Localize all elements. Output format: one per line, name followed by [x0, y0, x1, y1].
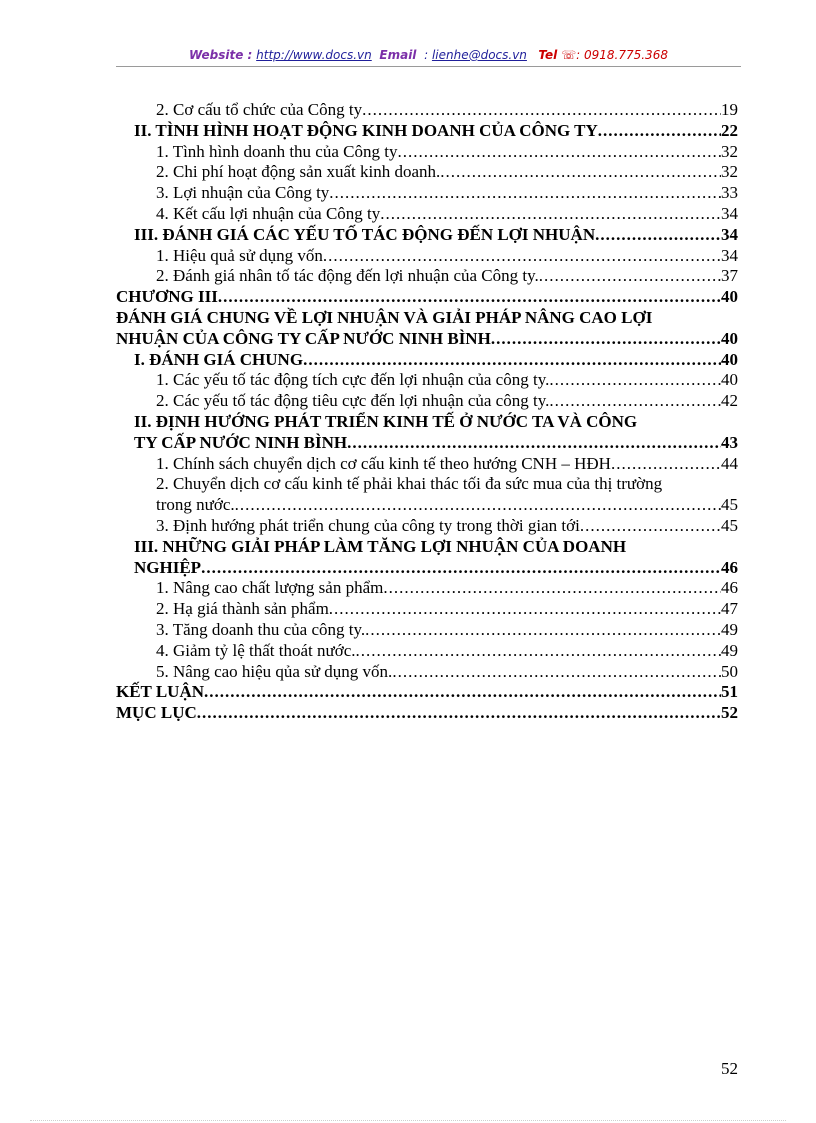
toc-leader [549, 370, 721, 391]
toc-entry-title: 2. Các yếu tố tác động tiêu cực đến lợi nhuận của công ty. [156, 391, 550, 411]
toc-entry[interactable] [116, 641, 738, 662]
toc-entry-title: 3. Tăng doanh thu của công ty. [156, 619, 366, 639]
toc-entry[interactable] [116, 433, 738, 454]
toc-entry[interactable] [116, 495, 738, 516]
toc-leader [329, 599, 721, 620]
website-label: Website : [189, 48, 253, 62]
toc-entry[interactable] [116, 682, 738, 703]
toc-entry-title: 1. Nâng cao chất lượng sản phẩm [156, 578, 384, 598]
toc-entry-title: TY CẤP NƯỚC NINH BÌNH [134, 432, 348, 452]
toc-entry-page: 40 [721, 370, 738, 390]
toc-leader [397, 142, 721, 163]
toc-entry-page: 46 [721, 578, 738, 598]
toc-entry-title: NHUẬN CỦA CÔNG TY CẤP NƯỚC NINH BÌNH [116, 328, 491, 348]
toc-entry-page: 19 [721, 100, 738, 119]
toc-entry-title: MỤC LỤC [116, 703, 197, 723]
toc-entry[interactable] [116, 287, 738, 308]
email-separator: : [424, 48, 429, 62]
toc-entry-title: CHƯƠNG III [116, 287, 218, 307]
toc-entry-page: 49 [721, 619, 738, 639]
toc-entry-title: I. ĐÁNH GIÁ CHUNG [134, 349, 304, 369]
toc-entry-page: 43 [721, 432, 738, 452]
toc-leader [539, 266, 721, 287]
toc-leader [549, 391, 721, 412]
toc-entry-title: 1. Tình hình doanh thu của Công ty [156, 141, 398, 161]
toc-entry[interactable] [116, 266, 738, 287]
toc-entry-title: 2. Đánh giá nhân tố tác động đến lợi nhuận của Công ty. [156, 266, 539, 286]
email-link[interactable]: lienhe@docs.vn [431, 48, 527, 62]
toc-leader [491, 329, 721, 350]
toc-entry[interactable] [116, 391, 738, 412]
toc-entry-line: II. ĐỊNH HƯỚNG PHÁT TRIỂN KINH TẾ Ở NƯỚC TA VÀ CÔNG [134, 411, 638, 431]
toc-entry-title: 3. Lợi nhuận của Công ty [156, 183, 330, 203]
toc-leader [598, 121, 721, 142]
toc-entry[interactable] [116, 246, 738, 267]
toc-leader [611, 454, 721, 475]
toc-leader [380, 204, 721, 225]
toc-entry-title: KẾT LUẬN [116, 682, 205, 702]
toc-leader [392, 662, 721, 683]
toc-leader [204, 682, 721, 703]
toc-leader [365, 620, 721, 641]
toc-entry-page: 32 [721, 141, 738, 161]
toc-entry[interactable] [116, 225, 738, 246]
toc-entry-title: 5. Nâng cao hiệu qủa sử dụng vốn. [156, 661, 393, 681]
toc-entry[interactable] [116, 703, 738, 724]
toc-entry[interactable] [116, 599, 738, 620]
toc-leader [323, 246, 721, 267]
toc-entry-page: 34 [721, 245, 738, 265]
toc-entry-page: 51 [721, 682, 738, 702]
toc-entry-title: 2. Cơ cấu tổ chức của Công ty [156, 100, 363, 119]
toc-entry-title: 1. Hiệu quả sử dụng vốn [156, 245, 323, 265]
telephone-icon: ☏ [561, 48, 577, 62]
toc-entry-title: III. ĐÁNH GIÁ CÁC YẾU TỐ TÁC ĐỘNG ĐẾN LỢI NHUẬN [134, 224, 596, 244]
toc-leader [580, 516, 721, 537]
toc-entry-page: 40 [721, 349, 738, 369]
toc-leader [218, 287, 721, 308]
toc-entry[interactable] [116, 558, 738, 579]
toc-entry-title: 2. Chi phí hoạt động sản xuất kinh doanh. [156, 162, 441, 182]
toc-entry-title: 1. Các yếu tố tác động tích cực đến lợi nhuận của công ty. [156, 370, 550, 390]
toc-entry[interactable] [116, 100, 738, 121]
toc-entry-title: 4. Giảm tỷ lệ thất thoát nước. [156, 640, 356, 660]
toc-entry-page: 32 [721, 162, 738, 182]
toc-entry[interactable] [116, 662, 738, 683]
toc-entry-page: 45 [721, 515, 738, 535]
toc-entry-page: 44 [721, 453, 738, 473]
toc-entry[interactable] [116, 204, 738, 225]
toc-entry-line: III. NHỮNG GIẢI PHÁP LÀM TĂNG LỢI NHUẬN CỦA DOANH [134, 536, 627, 556]
toc-leader [595, 225, 721, 246]
website-link[interactable]: http://www.docs.vn [256, 48, 372, 62]
toc-entry[interactable] [116, 183, 738, 204]
toc-entry-title: 2. Hạ giá thành sản phẩm [156, 599, 329, 619]
toc-entry-title: 1. Chính sách chuyển dịch cơ cấu kinh tế theo hướng CNH – HĐH [156, 453, 611, 473]
toc-entry-page: 50 [721, 661, 738, 681]
toc-entry[interactable] [116, 516, 738, 537]
toc-entry-page: 47 [721, 599, 738, 619]
toc-entry-page: 40 [721, 287, 738, 307]
toc-entry-page: 37 [721, 266, 738, 286]
toc-entry-title: 3. Định hướng phát triển chung của công ty trong thời gian tới [156, 515, 580, 535]
toc-entry-title: 4. Kết cấu lợi nhuận của Công ty [156, 203, 381, 223]
toc-entry-title: II. TÌNH HÌNH HOẠT ĐỘNG KINH DOANH CỦA CÔNG TY [134, 120, 598, 140]
toc-leader [383, 578, 721, 599]
toc-entry[interactable] [116, 578, 738, 599]
toc-entry-page: 34 [721, 203, 738, 223]
email-label: Email [379, 48, 417, 62]
toc-leader [197, 703, 721, 724]
toc-leader [440, 162, 721, 183]
toc-leader [303, 350, 721, 371]
toc-entry-page: 33 [721, 183, 738, 203]
toc-entry-line: ĐÁNH GIÁ CHUNG VỀ LỢI NHUẬN VÀ GIẢI PHÁP NÂNG CAO LỢI [116, 307, 653, 327]
toc-entry-page: 45 [721, 495, 738, 515]
page-header [116, 48, 741, 62]
toc-entry[interactable] [116, 162, 738, 183]
tel-label: Tel [538, 48, 558, 62]
toc-entry[interactable] [116, 121, 738, 142]
toc-entry[interactable] [116, 454, 738, 475]
tel-number: 0918.775.368 [583, 48, 668, 62]
toc-entry-title: trong nước. [156, 495, 235, 515]
page-bottom-border [30, 1120, 786, 1121]
toc-entry[interactable] [116, 370, 738, 391]
toc-leader [347, 433, 721, 454]
toc-leader [235, 495, 721, 516]
toc-entry[interactable] [116, 142, 738, 163]
toc-entry-title: NGHIỆP [134, 557, 202, 577]
page-number: 52 [721, 1059, 738, 1078]
toc-entry-line: 2. Chuyển dịch cơ cấu kinh tế phải khai thác tối đa sức mua của thị trường [156, 474, 663, 494]
toc-entry-page: 46 [721, 557, 738, 577]
toc-leader [201, 558, 721, 579]
toc-entry-page: 40 [721, 328, 738, 348]
tel-separator: : [576, 48, 581, 62]
toc-leader [356, 641, 722, 662]
header-divider [116, 66, 741, 67]
toc-entry-page: 42 [721, 391, 738, 411]
toc-leader [329, 183, 721, 204]
toc-entry-page: 22 [721, 120, 738, 140]
toc-entry[interactable] [116, 329, 738, 350]
toc-entry-page: 34 [721, 224, 738, 244]
toc-leader [362, 100, 721, 121]
toc-entry-page: 49 [721, 640, 738, 660]
toc-entry-page: 52 [721, 703, 738, 723]
table-of-contents [116, 100, 738, 724]
toc-entry[interactable] [116, 350, 738, 371]
toc-entry[interactable] [116, 620, 738, 641]
